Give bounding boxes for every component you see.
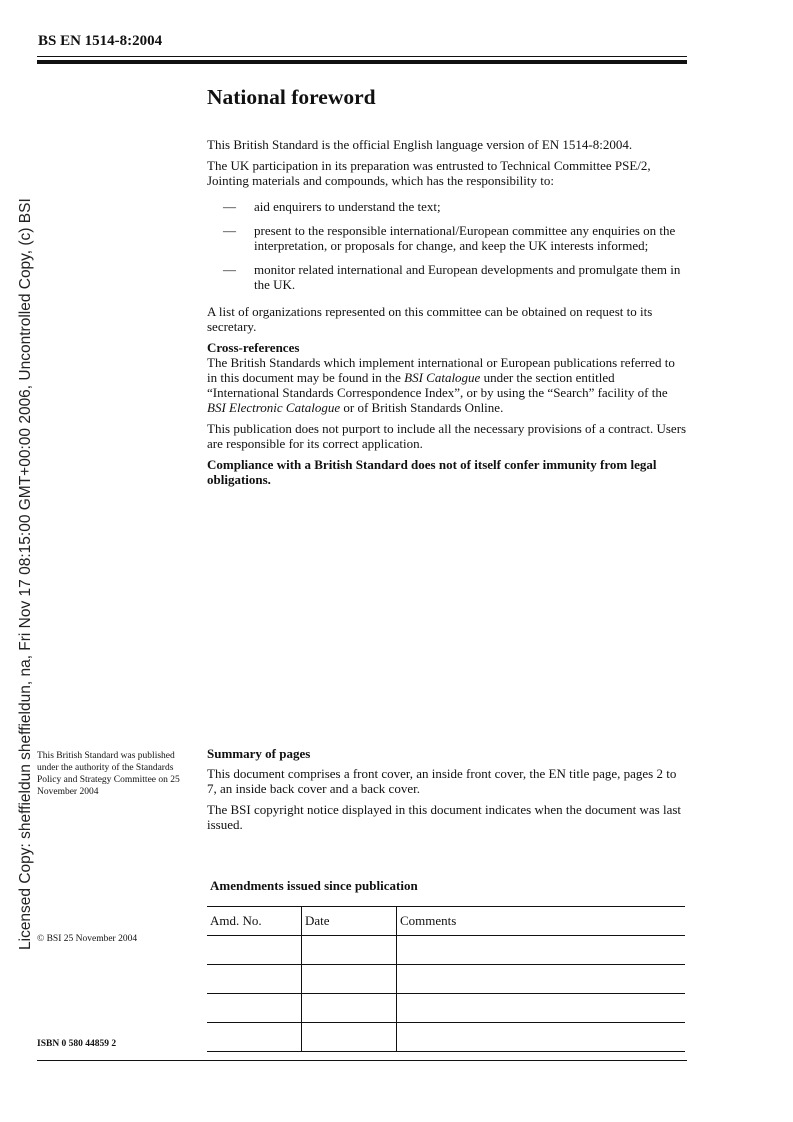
table-header-row xyxy=(207,907,685,936)
footer-rule xyxy=(37,1060,687,1061)
table-row xyxy=(207,965,685,994)
column-header-date: Date xyxy=(302,907,397,936)
cross-references-heading: Cross-references xyxy=(207,340,300,355)
license-watermark: Licensed Copy: sheffieldun sheffieldun, na, Fri Nov 17 08:15:00 GMT+00:00 2006, Uncontrolled Copy, (c) BSI xyxy=(17,198,34,950)
foreword-body xyxy=(207,137,687,493)
header-rule-thick xyxy=(37,60,687,64)
dash-bullet: — xyxy=(223,262,236,277)
table-row xyxy=(207,1023,685,1052)
table-row xyxy=(207,936,685,965)
bsi-electronic-catalogue-title: BSI Electronic Catalogue xyxy=(207,400,341,415)
summary-paragraph-1: This document comprises a front cover, an inside front cover, the EN title page, pages 2 to 7, an inside back cover and a back cover. xyxy=(207,766,677,796)
column-header-comments: Comments xyxy=(397,907,686,936)
summary-of-pages xyxy=(207,746,687,838)
disclaimer-paragraph: This publication does not purport to include all the necessary provisions of a contract. Users are responsible for its correct application. xyxy=(207,421,687,451)
list-item: — aid enquirers to understand the text; xyxy=(223,199,441,214)
dash-bullet: — xyxy=(223,199,236,214)
intro-paragraph-1: This British Standard is the official English language version of EN 1514-8:2004. xyxy=(207,137,633,152)
intro-paragraph-2: The UK participation in its preparation was entrusted to Technical Committee PSE/2, Jointing materials and compounds, which has the responsibility to: xyxy=(207,158,651,188)
responsibility-list xyxy=(207,199,687,292)
table-row xyxy=(207,994,685,1023)
list-item: — present to the responsible international/European committee any enquiries on the interpretation, or proposals for change, and keep the UK interests informed; xyxy=(223,223,676,253)
amendments-table xyxy=(207,906,685,1052)
dash-bullet: — xyxy=(223,223,236,238)
column-header-amd-no: Amd. No. xyxy=(207,907,302,936)
compliance-statement: Compliance with a British Standard does not of itself confer immunity from legal obligations. xyxy=(207,457,657,487)
list-item: — monitor related international and European developments and promulgate them in the UK. xyxy=(223,262,681,292)
isbn: ISBN 0 580 44859 2 xyxy=(37,1039,117,1049)
summary-heading: Summary of pages xyxy=(207,746,311,761)
document-id: BS EN 1514-8:2004 xyxy=(38,33,163,49)
amendments-title: Amendments issued since publication xyxy=(210,878,418,893)
copyright-notice: © BSI 25 November 2004 xyxy=(37,934,138,944)
committee-list-paragraph: A list of organizations represented on this committee can be obtained on request to its secretary. xyxy=(207,304,653,334)
summary-paragraph-2: The BSI copyright notice displayed in this document indicates when the document was last issued. xyxy=(207,802,682,832)
publication-note: This British Standard was published under the authority of the Standards Policy and Strategy Committee on 25 November 2004 xyxy=(37,751,180,797)
cross-references-paragraph: The British Standards which implement international or European publications referred to in this document may be found in the BSI Catalogue under the section entitled “International Standards Correspondence Index”, or by using the “Search” facility of the BSI Electronic Catalogue or of British Standards Online. xyxy=(207,355,675,415)
bsi-catalogue-title: BSI Catalogue xyxy=(404,370,481,385)
header-rule-thin xyxy=(37,56,687,57)
page-title: National foreword xyxy=(207,85,376,109)
